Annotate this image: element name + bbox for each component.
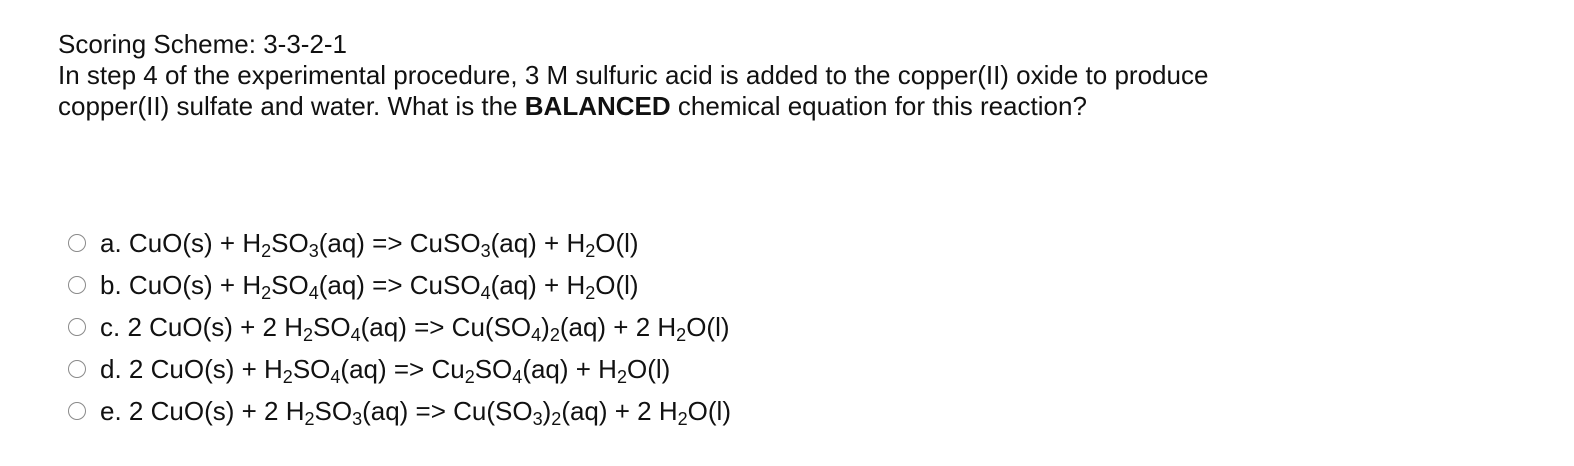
subscript: 2 bbox=[549, 324, 560, 345]
scoring-scheme: Scoring Scheme: 3-3-2-1 bbox=[58, 29, 348, 59]
answer-option-c[interactable] bbox=[68, 306, 1268, 348]
option-letter: c. bbox=[100, 311, 128, 342]
equation-text: SO bbox=[271, 227, 309, 258]
equation-text: ) bbox=[541, 311, 550, 342]
equation-text: (aq) => Cu(SO bbox=[362, 395, 533, 426]
option-equation bbox=[100, 396, 731, 427]
option-letter: e. bbox=[100, 395, 129, 426]
subscript: 2 bbox=[677, 408, 688, 429]
question-block bbox=[58, 29, 1538, 122]
equation-text: CuO(s) + H bbox=[128, 269, 262, 300]
subscript: 2 bbox=[585, 282, 596, 303]
radio-button[interactable] bbox=[68, 402, 86, 420]
equation-text: (aq) + 2 H bbox=[559, 311, 677, 342]
option-letter: a. bbox=[100, 227, 129, 258]
option-equation bbox=[100, 354, 670, 385]
option-equation bbox=[100, 228, 639, 259]
subscript: 4 bbox=[531, 324, 542, 345]
radio-button[interactable] bbox=[68, 360, 86, 378]
equation-text: (aq) => CuSO bbox=[318, 227, 481, 258]
question-line-2-end: chemical equation for this reaction? bbox=[670, 91, 1087, 121]
subscript: 3 bbox=[308, 240, 319, 261]
equation-text: 2 CuO(s) + H bbox=[128, 353, 283, 384]
option-letter: b. bbox=[100, 269, 129, 300]
subscript: 2 bbox=[464, 366, 475, 387]
subscript: 2 bbox=[676, 324, 687, 345]
option-letter: d. bbox=[100, 353, 129, 384]
answer-option-e[interactable] bbox=[68, 390, 1268, 432]
subscript: 2 bbox=[282, 366, 293, 387]
answer-option-d[interactable] bbox=[68, 348, 1268, 390]
equation-text: SO bbox=[474, 353, 513, 384]
subscript: 3 bbox=[480, 240, 491, 261]
equation-text: SO bbox=[271, 269, 309, 300]
question-line-2 bbox=[58, 91, 1538, 122]
equation-text: (aq) => Cu bbox=[340, 353, 465, 384]
equation-text: (aq) => CuSO bbox=[318, 269, 481, 300]
option-equation bbox=[100, 270, 639, 301]
equation-text: O(l) bbox=[687, 395, 731, 426]
answer-option-a[interactable] bbox=[68, 222, 1268, 264]
radio-button[interactable] bbox=[68, 276, 86, 294]
equation-text: 2 CuO(s) + 2 H bbox=[128, 395, 305, 426]
subscript: 4 bbox=[480, 282, 491, 303]
equation-text: (aq) + H bbox=[490, 269, 586, 300]
question-bold-word: BALANCED bbox=[524, 91, 671, 121]
subscript: 4 bbox=[330, 366, 341, 387]
question-line-2-start: copper(II) sulfate and water. What is the bbox=[58, 91, 525, 121]
subscript: 2 bbox=[261, 282, 272, 303]
answer-options bbox=[68, 222, 1268, 432]
subscript: 4 bbox=[512, 366, 523, 387]
subscript: 2 bbox=[304, 408, 315, 429]
radio-button[interactable] bbox=[68, 234, 86, 252]
subscript: 4 bbox=[308, 282, 319, 303]
equation-text: (aq) + H bbox=[522, 353, 617, 384]
equation-text: SO bbox=[292, 353, 331, 384]
subscript: 2 bbox=[551, 408, 562, 429]
subscript: 2 bbox=[303, 324, 314, 345]
equation-text: 2 CuO(s) + 2 H bbox=[127, 311, 304, 342]
subscript: 2 bbox=[585, 240, 596, 261]
equation-text: CuO(s) + H bbox=[128, 227, 262, 258]
equation-text: O(l) bbox=[595, 269, 639, 300]
subscript: 2 bbox=[261, 240, 272, 261]
equation-text: ) bbox=[542, 395, 552, 426]
question-line-1: In step 4 of the experimental procedure, 3 M sulfuric acid is added to the copper(II) oxide to produce bbox=[58, 60, 1209, 90]
equation-text: SO bbox=[314, 395, 353, 426]
equation-text: O(l) bbox=[595, 227, 639, 258]
equation-text: O(l) bbox=[686, 311, 730, 342]
subscript: 2 bbox=[616, 366, 627, 387]
subscript: 3 bbox=[532, 408, 543, 429]
radio-button[interactable] bbox=[68, 318, 86, 336]
subscript: 4 bbox=[350, 324, 361, 345]
equation-text: (aq) => Cu(SO bbox=[360, 311, 532, 342]
option-equation bbox=[100, 312, 730, 343]
equation-text: O(l) bbox=[626, 353, 671, 384]
equation-text: SO bbox=[313, 311, 351, 342]
subscript: 3 bbox=[352, 408, 363, 429]
equation-text: (aq) + H bbox=[490, 227, 586, 258]
equation-text: (aq) + 2 H bbox=[561, 395, 678, 426]
answer-option-b[interactable] bbox=[68, 264, 1268, 306]
